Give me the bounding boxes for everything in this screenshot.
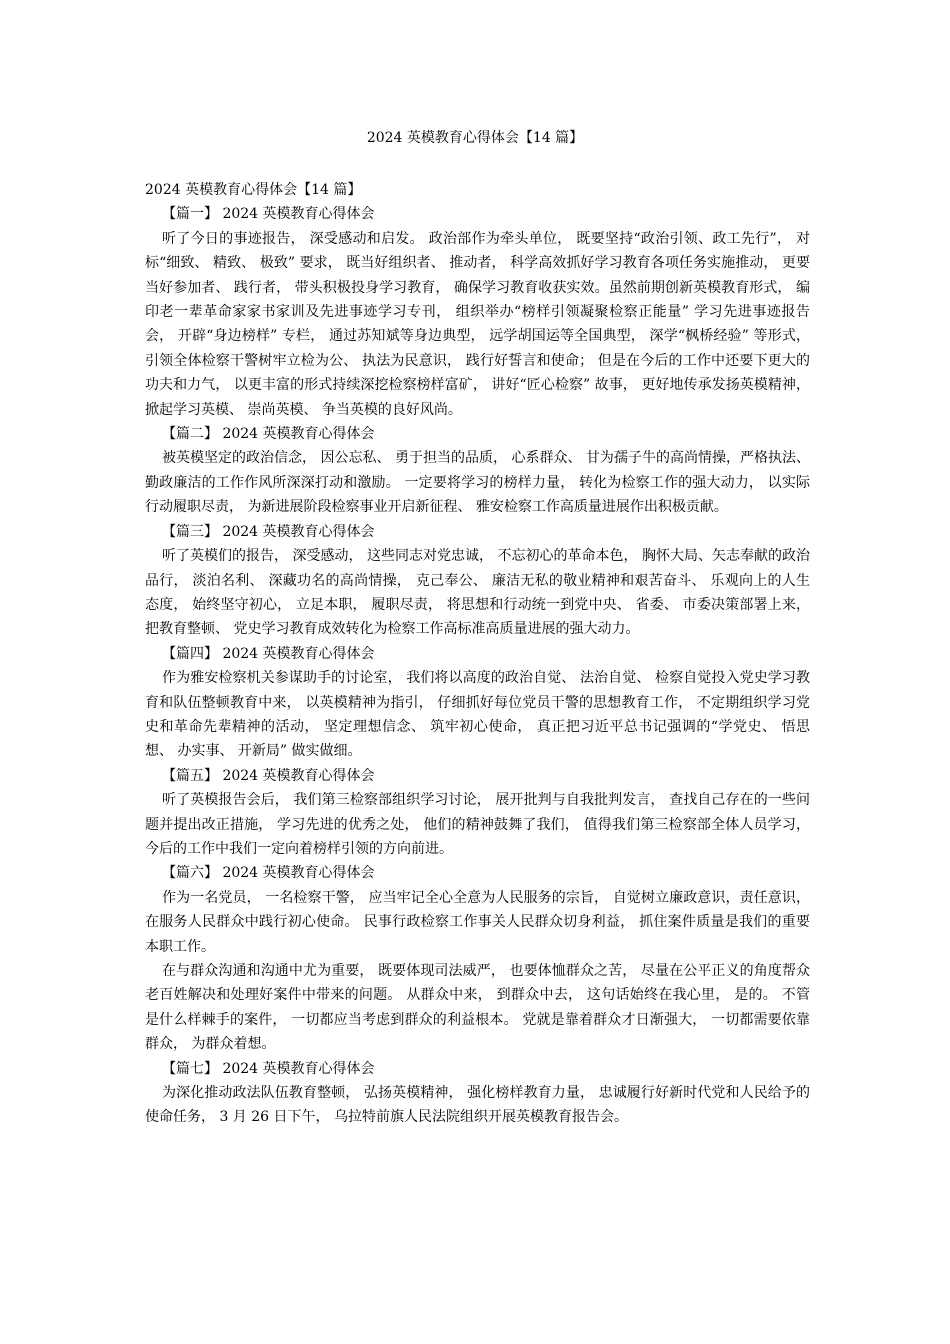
section-heading-4: 【篇四】 2024 英模教育心得体会 (162, 645, 375, 662)
section-heading-7: 【篇七】 2024 英模教育心得体会 (162, 1060, 375, 1077)
section-heading-6: 【篇六】 2024 英模教育心得体会 (162, 865, 375, 882)
document-body (145, 178, 810, 1130)
section-2-paragraph-1: 被英模坚定的政治信念， 因公忘私、 勇于担当的品质， 心系群众、 甘为孺子牛的高尚情操，严格执法、 勤政廉洁的工作作风所深深打动和激励。 一定要将学习的榜样力量， 转化为检察工作的强大动力， 以实际行动履职尽责， 为新进展阶段检察事业开启新征程、 雅安检察工作高质量进展作出积极贡献。 (145, 450, 810, 516)
section-heading-3: 【篇三】 2024 英模教育心得体会 (162, 523, 375, 540)
section-heading-5: 【篇五】 2024 英模教育心得体会 (162, 767, 375, 784)
section-3-paragraph-1: 听了英模们的报告， 深受感动， 这些同志对党忠诚， 不忘初心的革命本色， 胸怀大局、矢志奉献的政治品行， 淡泊名利、 深藏功名的高尚情操， 克己奉公、 廉洁无私的敬业精神和艰苦奋斗、 乐观向上的人生态度， 始终坚守初心， 立足本职， 履职尽责， 将思想和行动统一到党中央、 省委、 市委决策部署上来， 把教育整顿、 党史学习教育成效转化为检察工作高标准高质量进展的强大动力。 (145, 548, 810, 638)
section-6-paragraph-2: 在与群众沟通和沟通中尤为重要， 既要体现司法威严， 也要体恤群众之苦， 尽量在公平正义的角度帮众老百姓解决和处理好案件中带来的问题。 从群众中来， 到群众中去， 这句话始终在我心里， 是的。 不管是什么样棘手的案件， 一切都应当考虑到群众的利益根本。 党就是靠着群众才日渐强大， 一切都需要依靠群众， 为群众着想。 (145, 963, 810, 1053)
section-4-paragraph-1: 作为雅安检察机关参谋助手的讨论室， 我们将以高度的政治自觉、 法治自觉、 检察自觉投入党史学习教育和队伍整顿教育中来， 以英模精神为指引， 仔细抓好每位党员干警的思想教育工作， 不定期组织学习党史和革命先辈精神的活动， 坚定理想信念、 筑牢初心使命， 真正把习近平总书记强调的“学党史、 悟思想、 办实事、 开新局” 做实做细。 (145, 670, 810, 760)
document-title: 2024 英模教育心得体会【14 篇】 (366, 130, 584, 146)
section-6-paragraph-1: 作为一名党员， 一名检察干警， 应当牢记全心全意为人民服务的宗旨， 自觉树立廉政意识，责任意识， 在服务人民群众中践行初心使命。 民事行政检察工作事关人民群众切身利益， 抓住案件质量是我们的重要本职工作。 (145, 889, 810, 955)
section-heading-2: 【篇二】 2024 英模教育心得体会 (162, 426, 375, 443)
section-1-paragraph-1: 听了今日的事迹报告， 深受感动和启发。 政治部作为牵头单位， 既要坚持“政治引领、政工先行”， 对标“细致、 精致、 极致” 要求， 既当好组织者、 推动者， 科学高效抓好学习教育各项任务实施推动， 更要当好参加者、 践行者， 带头积极投身学习教育， 确保学习教育收获实效。虽然前期创新英模教育形式， 编印老一辈革命家家书家训及先进事迹学习专刊， 组织举办“榜样引领凝聚检察正能量” 学习先进事迹报告会， 开辟“身边榜样” 专栏， 通过苏知斌等身边典型， 远学胡国运等全国典型， 深学“枫桥经验” 等形式， 引领全体检察干警树牢立检为公、 执法为民意识， 践行好誓言和使命； 但是在今后的工作中还要下更大的功夫和力气， 以更丰富的形式持续深挖检察榜样富矿， 讲好“匠心检察” 故事， 更好地传承发扬英模精神， 掀起学习英模、 崇尚英模、 争当英模的良好风尚。 (145, 230, 810, 418)
document-subtitle: 2024 英模教育心得体会【14 篇】 (145, 182, 362, 198)
section-heading-1: 【篇一】 2024 英模教育心得体会 (162, 206, 375, 223)
section-5-paragraph-1: 听了英模报告会后， 我们第三检察部组织学习讨论， 展开批判与自我批判发言， 查找自己存在的一些问题并提出改正措施， 学习先进的优秀之处， 他们的精神鼓舞了我们， 值得我们第三检察部全体人员学习， 今后的工作中我们一定向着榜样引领的方向前进。 (145, 792, 810, 857)
section-7-paragraph-1: 为深化推动政法队伍教育整顿， 弘扬英模精神， 强化榜样教育力量， 忠诚履行好新时代党和人民给予的使命任务， 3 月 26 日下午， 乌拉特前旗人民法院组织开展英模教育报告会。 (145, 1085, 810, 1126)
